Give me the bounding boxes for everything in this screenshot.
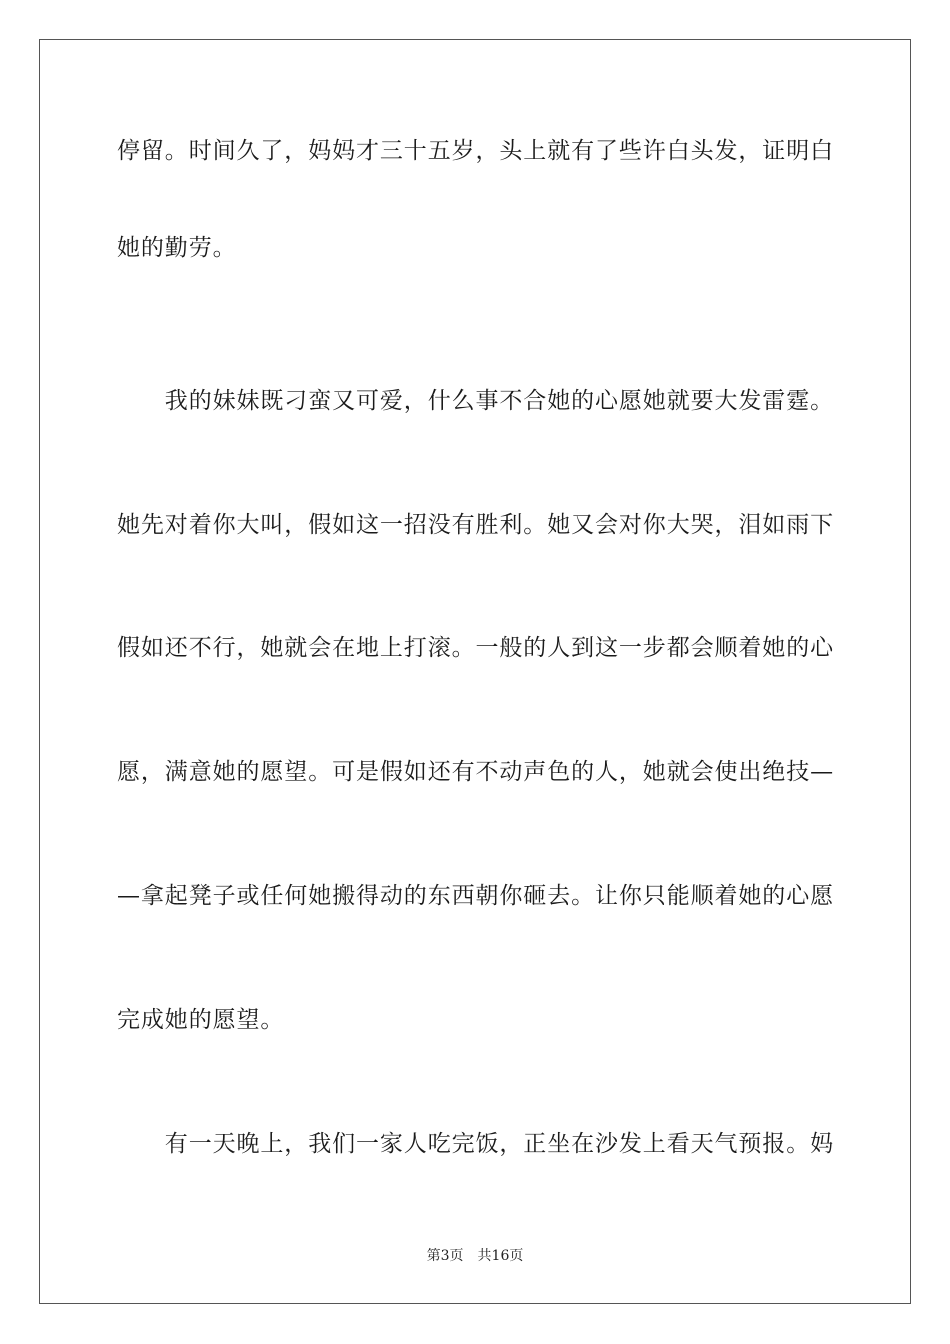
text-line: 停留。时间久了，妈妈才三十五岁，头上就有了些许白头发，证明白	[117, 138, 834, 164]
page-footer	[0, 1246, 950, 1266]
text-line: 有一天晚上，我们一家人吃完饭，正坐在沙发上看天气预报。妈	[117, 1131, 834, 1157]
total-pages: 共16页	[477, 1248, 524, 1264]
text-line: 她先对着你大叫，假如这一招没有胜利。她又会对你大哭，泪如雨下	[117, 512, 834, 538]
text-line: 假如还不行，她就会在地上打滚。一般的人到这一步都会顺着她的心	[117, 635, 834, 661]
text-line: 愿，满意她的愿望。可是假如还有不动声色的人，她就会使出绝技—	[117, 759, 834, 785]
page-frame	[39, 39, 911, 1304]
text-line: —拿起凳子或任何她搬得动的东西朝你砸去。让你只能顺着她的心愿	[117, 883, 834, 909]
text-line: 她的勤劳。	[117, 235, 237, 261]
text-line: 完成她的愿望。	[117, 1007, 285, 1033]
page-number: 第3页	[426, 1248, 464, 1264]
text-line: 我的妹妹既刁蛮又可爱，什么事不合她的心愿她就要大发雷霆。	[117, 388, 834, 414]
